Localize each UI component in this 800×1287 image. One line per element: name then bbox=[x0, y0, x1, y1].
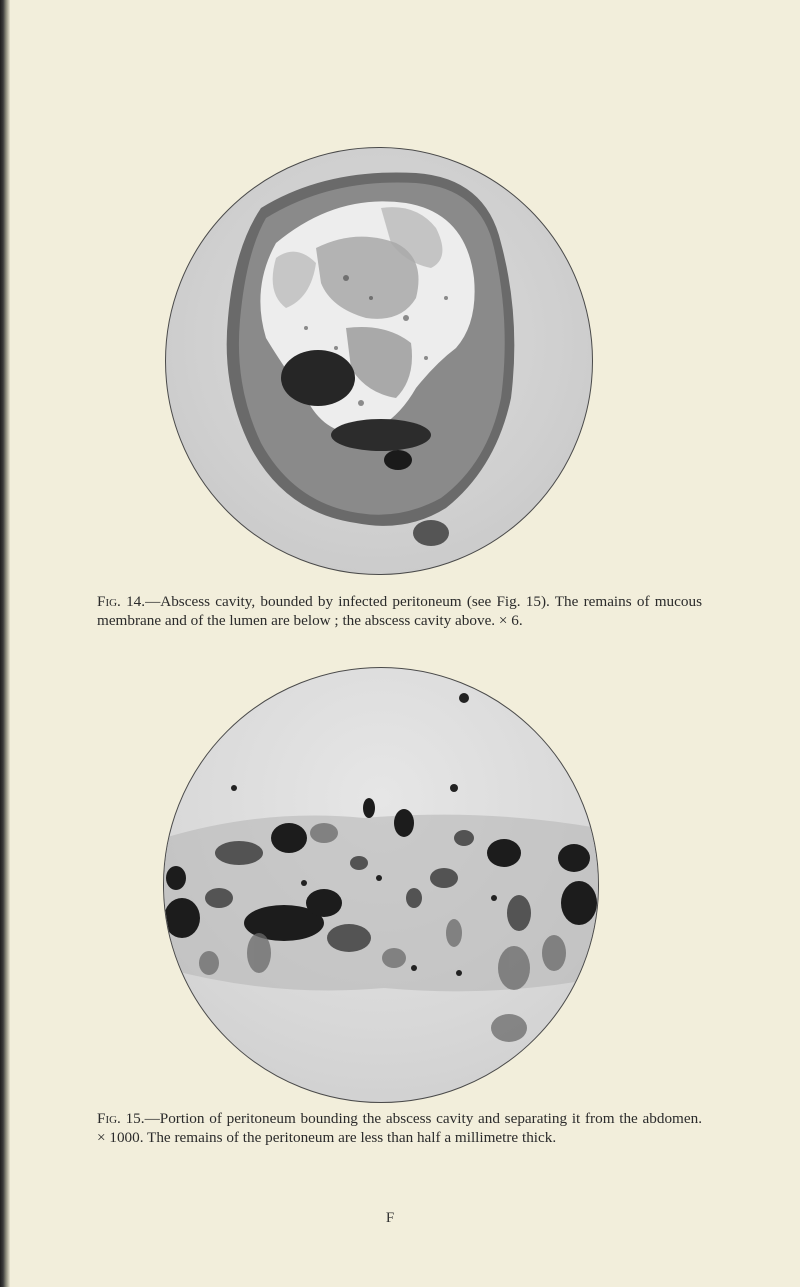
figure-15-micrograph bbox=[163, 667, 599, 1103]
figure-14-caption bbox=[97, 592, 702, 630]
book-binding-edge bbox=[0, 0, 10, 1287]
figure-14-micrograph bbox=[165, 147, 593, 575]
figure-14-label: Fig. 14. bbox=[97, 593, 146, 610]
figure-15-caption bbox=[97, 1109, 702, 1147]
figure-15-caption-text: —Portion of peritoneum bounding the abscess cavity and separating it from the abdomen. × 1000. The remains of the peritoneum are less than half a millimetre thick. bbox=[97, 1110, 703, 1146]
signature-mark: F bbox=[385, 1210, 395, 1226]
figure-15-label: Fig. 15. bbox=[97, 1110, 145, 1127]
figure-14-caption-text: —Abscess cavity, bounded by infected peritoneum (see Fig. 15). The remains of mucous membrane and of the lumen are below ; the abscess cavity above. × 6. bbox=[97, 593, 702, 629]
